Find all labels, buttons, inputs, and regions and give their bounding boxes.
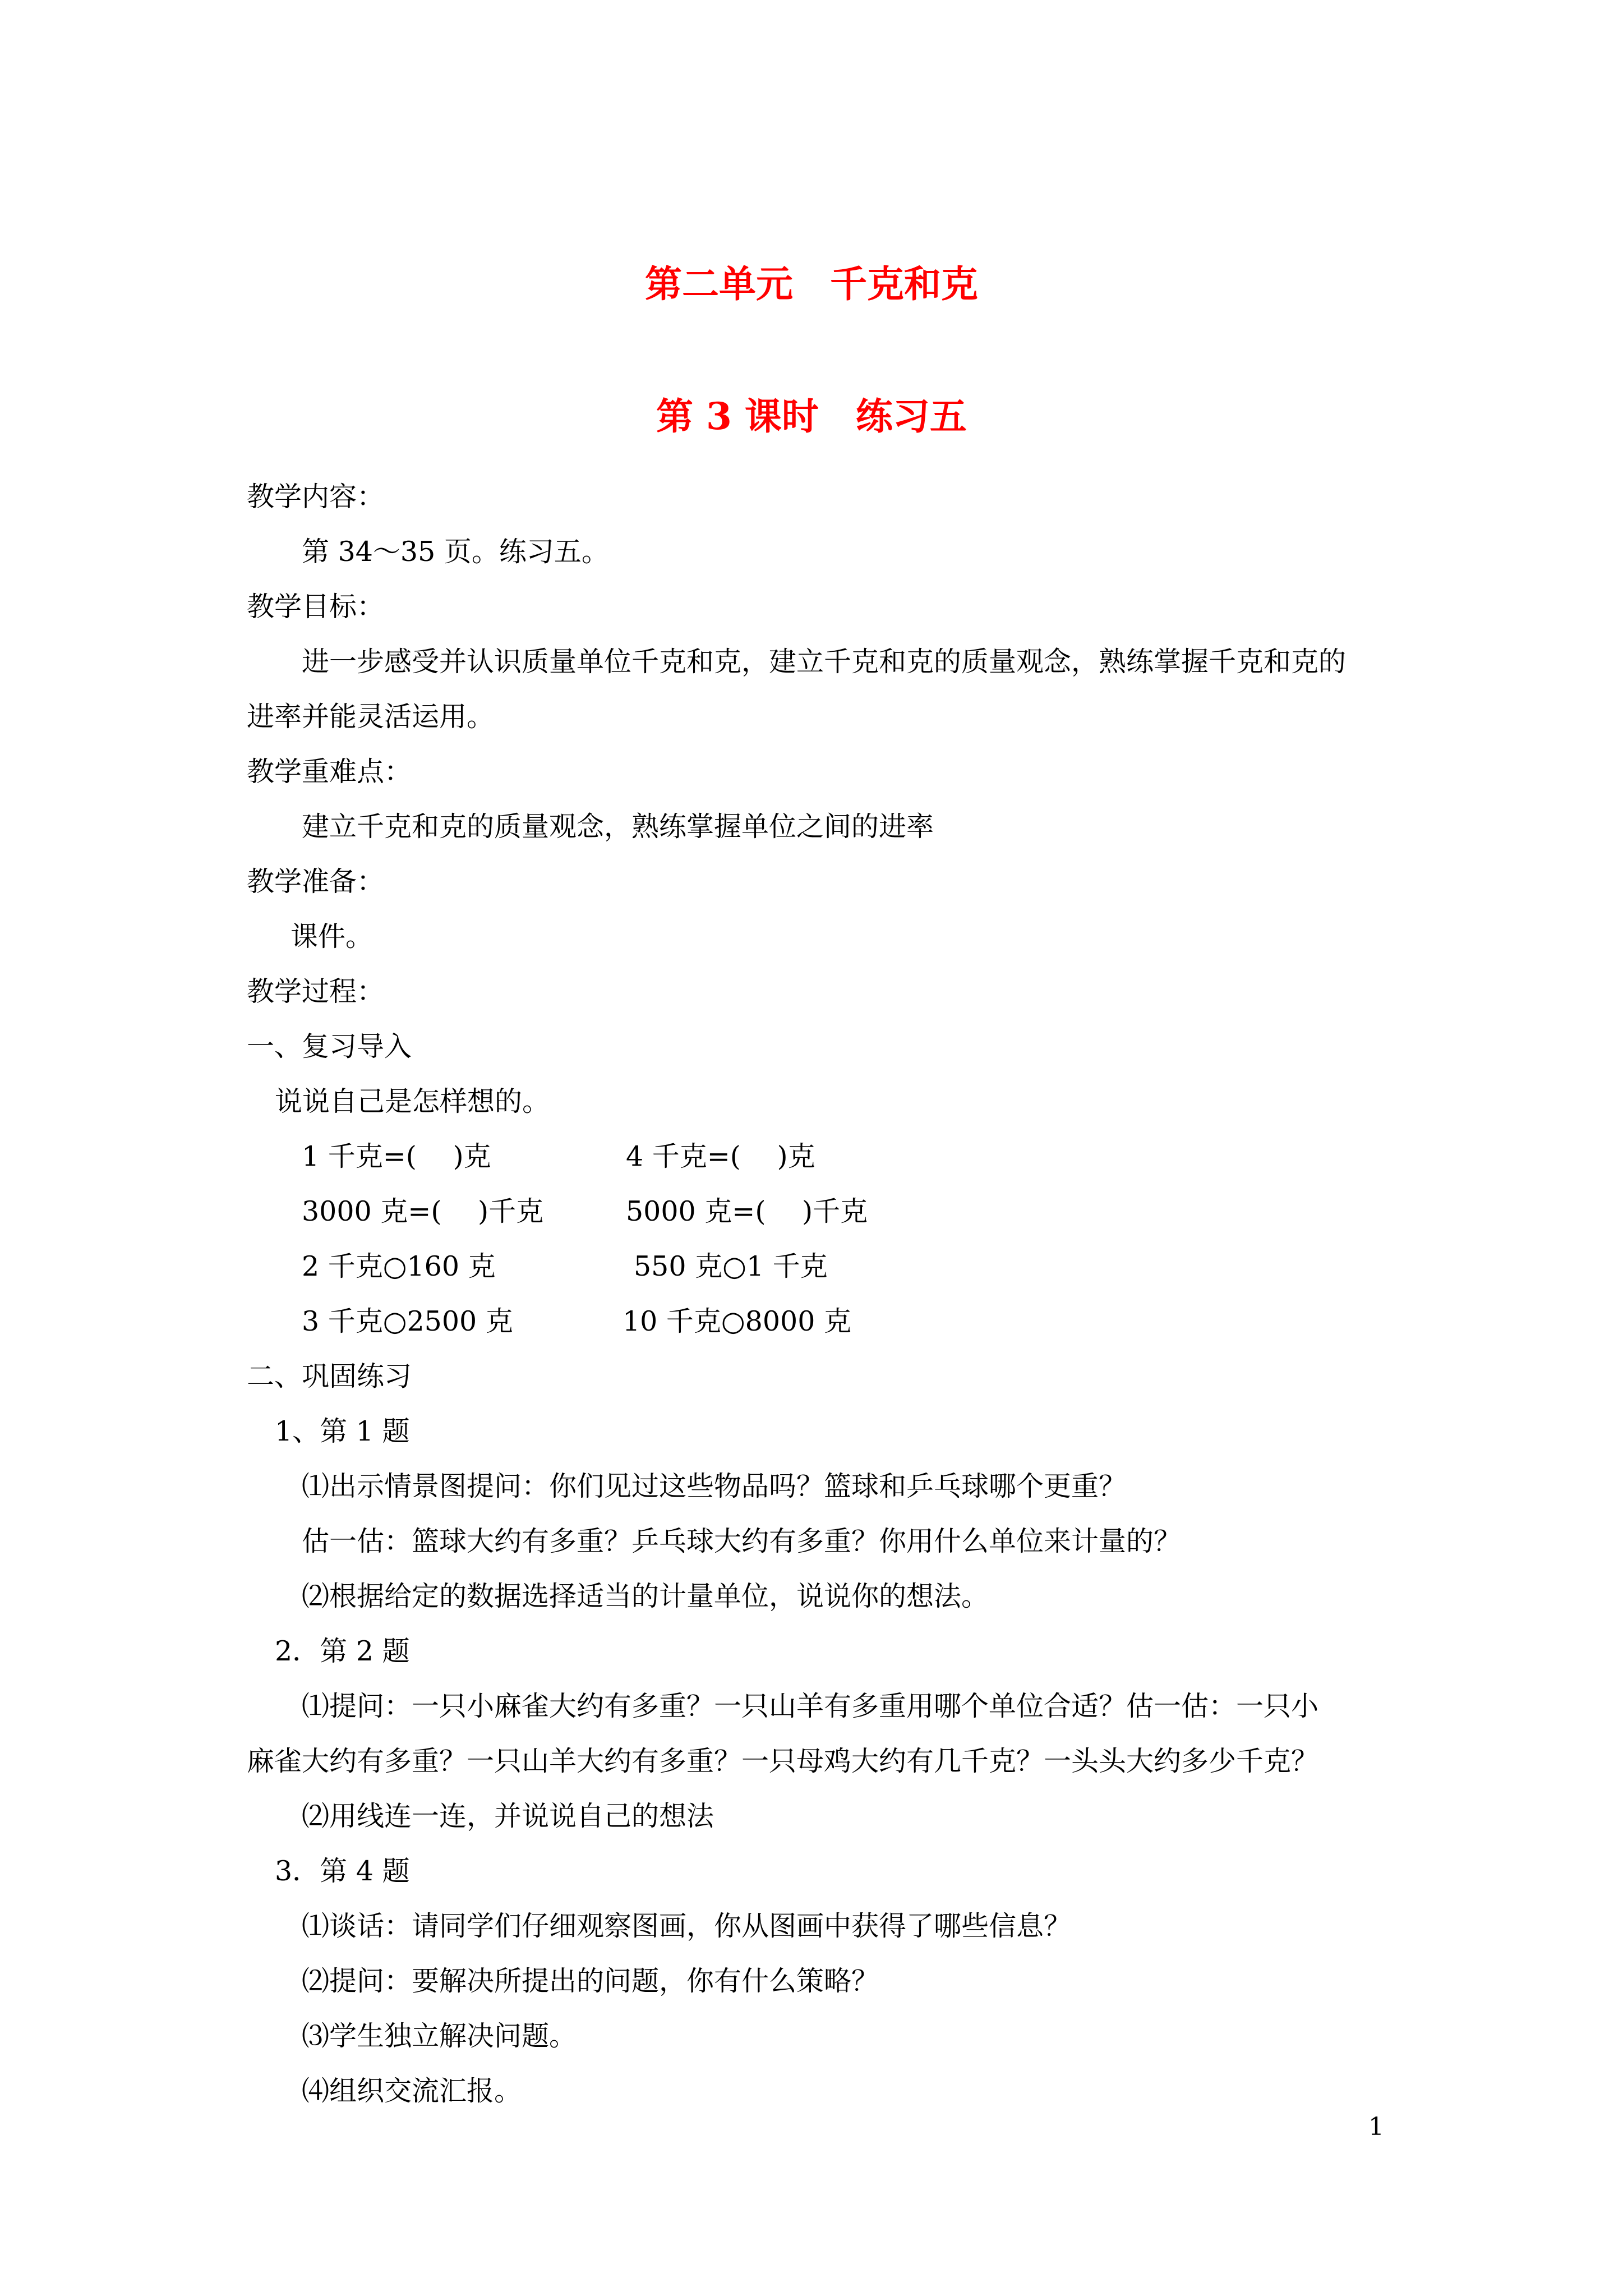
prep-text: 课件。: [291, 921, 374, 953]
goal-heading: 教学目标：: [247, 591, 385, 623]
content-heading: 教学内容：: [247, 481, 385, 513]
content-text: 第 34～35 页。练习五。: [302, 536, 609, 568]
page-number: 1: [1368, 2113, 1384, 2141]
question-line: ⑴出示情景图提问：你们见过这些物品吗？篮球和乒乓球哪个更重？: [302, 1470, 1127, 1502]
question-line: ⑶学生独立解决问题。: [302, 2020, 577, 2052]
exercise-right: 550 克○1 千克: [634, 1250, 828, 1282]
goal-line: 进一步感受并认识质量单位千克和克，建立千克和克的质量观念，熟练掌握千克和克的: [302, 646, 1347, 678]
exercise-right: 10 千克○8000 克: [623, 1305, 851, 1337]
exercise-right: 4 千克=( )克: [626, 1140, 815, 1172]
lesson-title: 第 3 课时 练习五: [656, 394, 967, 438]
question-heading: 3．第 4 题: [275, 1855, 410, 1887]
question-line: ⑵用线连一连，并说说自己的想法: [302, 1800, 714, 1832]
key-heading: 教学重难点：: [247, 756, 412, 788]
section-intro: 说说自己是怎样想的。: [275, 1085, 550, 1117]
prep-heading: 教学准备：: [247, 866, 385, 898]
question-line: 麻雀大约有多重？一只山羊大约有多重？一只母鸡大约有几千克？一头头大约多少千克？: [247, 1745, 1319, 1777]
section-heading: 一、复习导入: [247, 1030, 412, 1062]
goal-line: 进率并能灵活运用。: [247, 701, 495, 733]
exercise-right: 5000 克=( )千克: [626, 1195, 868, 1227]
question-line: ⑴提问：一只小麻雀大约有多重？一只山羊有多重用哪个单位合适？估一估：一只小: [302, 1690, 1319, 1722]
exercise-left: 1 千克=( )克: [302, 1140, 491, 1172]
question-line: ⑴谈话：请同学们仔细观察图画，你从图画中获得了哪些信息？: [302, 1910, 1072, 1942]
question-line: ⑵根据给定的数据选择适当的计量单位，说说你的想法。: [302, 1580, 989, 1612]
process-heading: 教学过程：: [247, 976, 385, 1007]
section-heading: 二、巩固练习: [247, 1360, 412, 1392]
exercise-left: 2 千克○160 克: [302, 1250, 496, 1282]
question-heading: 1、第 1 题: [275, 1415, 410, 1447]
question-heading: 2．第 2 题: [275, 1635, 410, 1667]
question-line: ⑷组织交流汇报。: [302, 2075, 522, 2107]
exercise-left: 3000 克=( )千克: [302, 1195, 544, 1227]
exercise-left: 3 千克○2500 克: [302, 1305, 513, 1337]
key-text: 建立千克和克的质量观念，熟练掌握单位之间的进率: [302, 811, 934, 843]
unit-title: 第二单元 千克和克: [645, 262, 978, 306]
question-line: 估一估：篮球大约有多重？乒乓球大约有多重？你用什么单位来计量的？: [302, 1525, 1182, 1557]
question-line: ⑵提问：要解决所提出的问题，你有什么策略？: [302, 1965, 879, 1997]
